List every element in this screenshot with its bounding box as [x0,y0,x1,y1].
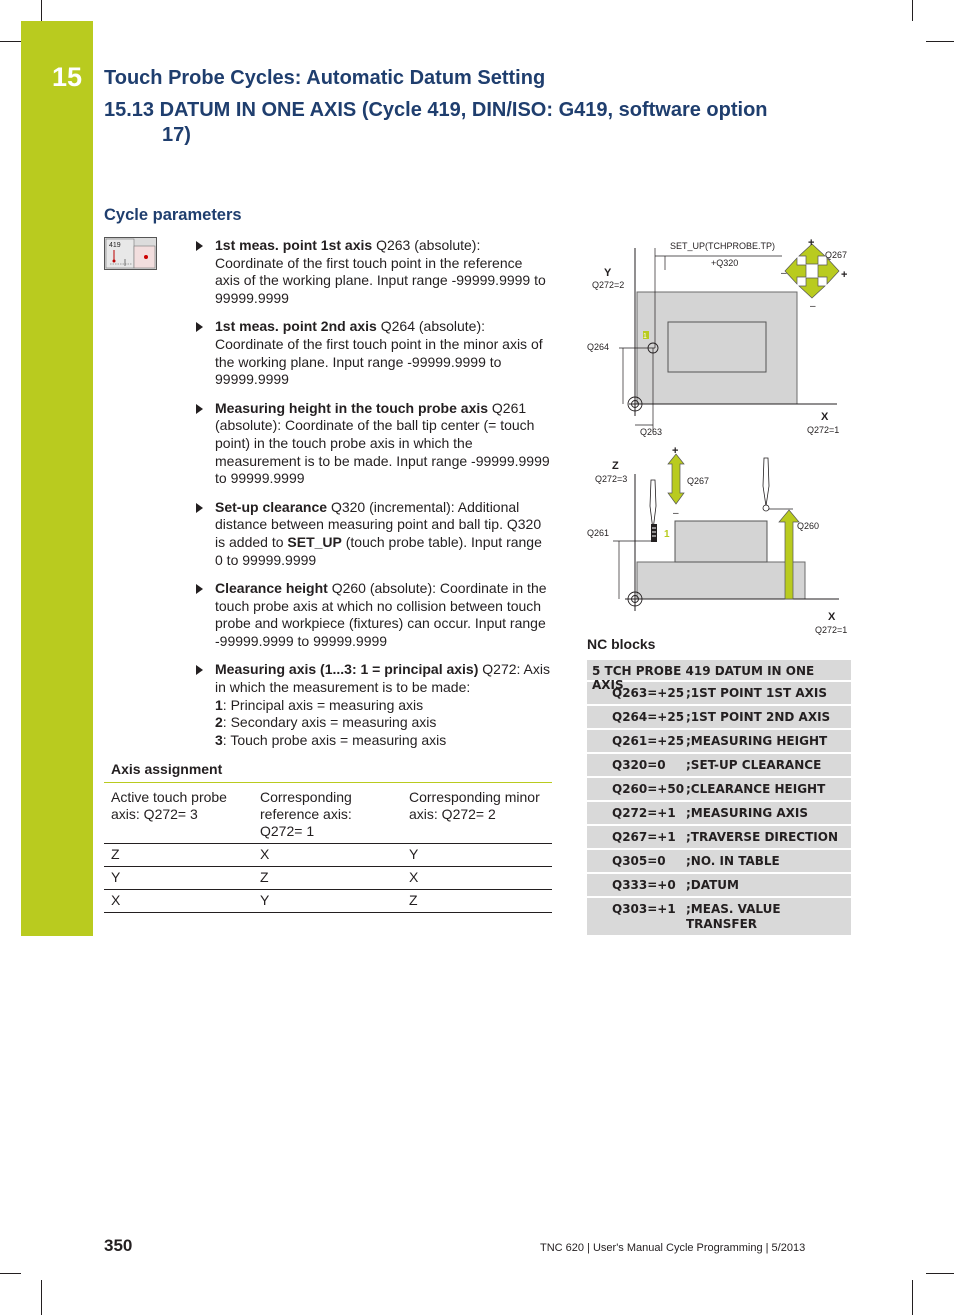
table-row [104,890,552,913]
param-name: 1st meas. point 1st axis [215,237,373,253]
param-q263 [196,237,551,307]
diagram-working-plane [585,236,855,441]
setup-label: SET_UP(TCHPROBE.TP) [670,241,776,251]
table-cell: Y [409,846,419,862]
crop-mark [41,1280,42,1315]
diagram-probe-axis [585,446,855,636]
axis-assignment-table [104,760,552,913]
option-key: 3 [215,731,223,748]
nc-row [587,826,851,850]
nc-row [587,874,851,898]
param-description: Q261 (absolute): Coordinate of the ball tip center (= touch point) in the touch probe axis in which the measurement is to be made. Input range -99999.9999 to 99999.9999 [215,399,550,487]
probe-marker-label: 1 [664,529,670,540]
param-description: Q260 (absolute): Coordinate in the touch probe axis at which no collision between touch probe and workpiece (fixtures) can occur. Input range -99999.9999 to 99999.9999 [215,580,547,649]
probe-shank-icon [651,524,657,542]
q264-label: Q264 [587,342,610,352]
param-description-tail: (touch probe table). Input range 0 to 99999.9999 [215,533,542,568]
option-key: 1 [215,696,223,713]
nc-row [587,706,851,730]
table-row [104,867,552,890]
bullet-triangle-icon [196,665,203,675]
param-q261 [196,400,551,488]
y-axis-label: Y [604,267,612,279]
nc-comment: ;MEAS. VALUE TRANSFER [686,902,781,931]
minus-label: – [810,301,816,312]
section-title [104,98,824,148]
cycle-icon-label: 419 [109,242,121,249]
nc-row [587,898,851,935]
table-cell: Z [409,892,418,908]
nc-comment: ;CLEARANCE HEIGHT [686,782,826,796]
param-q272 [196,661,551,749]
table-header-cell: Corresponding reference axis: Q272= 1 [260,789,352,839]
nc-row [587,754,851,778]
param-name: Measuring height in the touch probe axis [215,399,489,416]
param-q320 [196,499,551,569]
bullet-triangle-icon [196,322,203,332]
chapter-sidebar [21,21,93,936]
x-q272-label: Q272=1 [807,425,840,435]
table-cell: Y [260,892,270,908]
nc-comment: ;1ST POINT 2ND AXIS [686,710,831,724]
nc-comment: ;DATUM [686,878,739,892]
z-q272-label: Q272=3 [595,474,628,484]
nc-comment: ;NO. IN TABLE [686,854,780,868]
x-axis-label: X [828,611,836,623]
probe-stylus-icon [650,480,656,530]
probe-stylus-icon [763,458,769,506]
crop-mark [912,0,913,21]
setup-keyword: SET_UP [287,533,342,550]
nc-row [587,850,851,874]
probe-marker-label: 1 [643,333,647,340]
x-axis-label: X [821,411,829,423]
minus-label: – [673,508,679,519]
nc-param: Q303=+1 [612,902,676,916]
param-name: Clearance height [215,580,328,597]
nc-param: Q320=0 [612,758,666,772]
table-cell: X [260,846,270,862]
z-axis-label: Z [612,460,619,472]
param-q260 [196,580,551,650]
workpiece-step [675,521,767,562]
nc-row [587,778,851,802]
nc-comment: ;MEASURING HEIGHT [686,734,828,748]
q261-label: Q261 [587,528,610,538]
crop-mark [926,1273,954,1274]
nc-row [587,730,851,754]
table-cell: X [409,869,419,885]
table-caption: Axis assignment [104,760,552,783]
nc-comment: ;TRAVERSE DIRECTION [686,830,839,844]
nc-param: Q260=+50 [612,782,685,796]
q263-label: Q263 [640,427,663,437]
nc-comment: ;SET-UP CLEARANCE [686,758,822,772]
nc-param: Q264=+25 [612,710,685,724]
workpiece-feature [668,322,766,372]
bullet-triangle-icon [196,503,203,513]
table-row [104,844,552,867]
chapter-title: Touch Probe Cycles: Automatic Datum Setting [104,67,546,89]
chapter-number: 15 [52,62,83,92]
nc-blocks-title: NC blocks [587,636,656,652]
traverse-direction-icon [668,454,684,504]
param-description: Q264 (absolute): Coordinate of the first touch point in the minor axis of the working plane. Input range -99999.9999 to 99999.9999 [215,318,543,388]
workpiece-base [637,562,805,599]
option-value: : Touch probe axis = measuring axis [222,731,447,748]
param-name: 1st meas. point 2nd axis [215,318,377,335]
y-q272-label: Q272=2 [592,280,625,290]
param-q264 [196,318,551,388]
q260-label: Q260 [797,521,820,531]
q267-label: Q267 [825,250,848,260]
option-value: : Principal axis = measuring axis [222,696,424,713]
minus-label: – [781,268,787,279]
crop-mark [926,41,954,42]
table-cell: Z [111,846,120,862]
section-title-line1: 15.13 DATUM IN ONE AXIS (Cycle 419, DIN/ISO: G419, software option [104,99,768,121]
cycle-parameters-heading: Cycle parameters [104,206,242,224]
nc-param: Q261=+25 [612,734,685,748]
crop-mark [0,41,21,42]
footer-text: TNC 620 | User's Manual Cycle Programming | 5/2013 [540,1242,806,1254]
table-cell: Y [111,869,121,885]
crop-mark [41,0,42,21]
param-description: Q320 (incremental): Additional distance between measuring point and ball tip. Q320 is added to [215,498,542,550]
crop-mark [912,1280,913,1315]
parameter-list [196,237,551,760]
nc-param: Q272=+1 [612,806,676,820]
bullet-triangle-icon [196,241,203,251]
table-header-cell: Corresponding minor axis: Q272= 2 [409,789,540,822]
bullet-triangle-icon [196,404,203,414]
param-name: Measuring axis (1...3: 1 = principal axis) [215,661,479,678]
bullet-triangle-icon [196,584,203,594]
option-value: : Secondary axis = measuring axis [222,714,437,731]
nc-param: Q267=+1 [612,830,676,844]
cycle-419-softkey-icon [104,237,157,270]
nc-header: 5 TCH PROBE 419 DATUM IN ONE AXIS [587,660,851,682]
plus-label: + [841,269,848,281]
option-key: 2 [215,714,223,731]
param-name: Set-up clearance [215,498,328,515]
table-header-cell: Active touch probe axis: Q272= 3 [111,789,227,822]
page-number: 350 [104,1236,133,1255]
nc-row [587,802,851,826]
q267-label: Q267 [687,476,710,486]
nc-blocks-table [587,660,851,935]
q320-label: +Q320 [711,258,739,268]
plus-label: + [808,237,815,249]
table-cell: X [111,892,121,908]
nc-param: Q333=+0 [612,878,676,892]
param-description: Q272: Axis in which the measurement is to be made: [215,661,550,696]
section-title-line2: 17) [162,124,191,146]
table-header-row [104,783,552,844]
plus-label: + [672,446,679,457]
nc-row [587,682,851,706]
table-cell: Z [260,869,269,885]
param-description: Q263 (absolute): Coordinate of the first touch point in the reference axis of the working plane. Input range -99999.9999 to 99999.9999 [215,237,546,306]
x-q272-label: Q272=1 [815,625,848,635]
nc-comment: ;1ST POINT 1ST AXIS [686,686,828,700]
nc-param: Q263=+25 [612,686,685,700]
nc-comment: ;MEASURING AXIS [686,806,809,820]
nc-param: Q305=0 [612,854,666,868]
crop-mark [0,1273,21,1274]
